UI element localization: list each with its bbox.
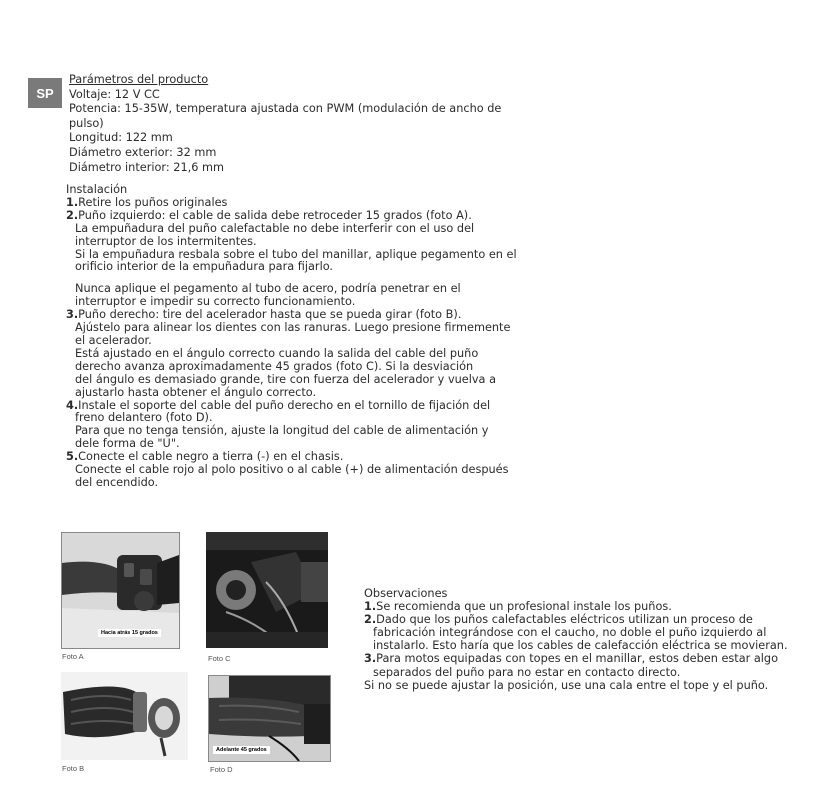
photo-d-caption: Foto D xyxy=(210,765,233,774)
observation-1: 1.Se recomienda que un profesional instale los puños. xyxy=(364,600,672,614)
observations-section xyxy=(364,587,814,692)
photo-a-caption: Foto A xyxy=(62,652,84,661)
photo-c-image xyxy=(206,532,328,648)
product-parameters xyxy=(69,73,539,175)
photo-b xyxy=(61,672,188,760)
observations-title: Observaciones xyxy=(364,587,448,600)
photo-c-caption: Foto C xyxy=(208,654,231,663)
language-badge: SP xyxy=(28,78,62,108)
photo-c xyxy=(206,532,328,648)
photo-a-label: Hacia atrás 15 grados xyxy=(98,629,161,637)
param-line: Voltaje: 12 V CC xyxy=(69,87,160,101)
installation-section xyxy=(66,184,536,490)
photo-a xyxy=(61,532,180,649)
param-line: Potencia: 15-35W, temperatura ajustada con PWM (modulación de ancho de xyxy=(69,102,502,116)
photo-b-image xyxy=(61,672,188,760)
installation-title: Instalación xyxy=(66,183,128,196)
install-step-1: 1.Retire los puños originales xyxy=(66,195,228,209)
install-step-3: 3.Puño derecho: tire del acelerador hasta que se pueda girar (foto B). Ajústelo para alinear los dientes con las ranuras. Luego presione firmemente el acelerador. Está ajustado en el ángulo correcto cuando la salida del cable del puño derecho avanza aproximadamente 45 grados (foto C). Si la desviación del ángulo es demasiado grande, tire con fuerza del acelerador y vuelva a ajustarlo hasta obtener el ángulo correcto. xyxy=(66,308,511,399)
photo-d xyxy=(208,675,331,762)
param-line: pulso) xyxy=(69,116,104,130)
install-step-4: 4.Instale el soporte del cable del puño derecho en el tornillo de fijación del freno delantero (foto D). Para que no tenga tensión, ajuste la longitud del cable de alimentación y dele forma de "U". xyxy=(66,398,491,451)
observation-2: 2.Dado que los puños calefactables eléctricos utilizan un proceso de fabricación integrándose con el caucho, no doble el puño izquierdo al instalarlo. Esto haría que los cables de calefacción eléctrica se movieran. xyxy=(364,613,788,653)
observations-footer: Si no se puede ajustar la posición, use una cala entre el tope y el puño. xyxy=(364,678,769,692)
photo-b-caption: Foto B xyxy=(62,764,85,773)
observation-3: 3.Para motos equipadas con topes en el manillar, estos deben estar algo separados del puño para no estar en contacto directo. xyxy=(364,652,779,679)
param-line: Diámetro exterior: 32 mm xyxy=(69,145,217,159)
param-line: Longitud: 122 mm xyxy=(69,131,173,145)
params-title: Parámetros del producto xyxy=(69,73,209,86)
param-line: Diámetro interior: 21,6 mm xyxy=(69,160,225,174)
install-step-5: 5.Conecte el cable negro a tierra (-) en el chasis. Conecte el cable rojo al polo positivo o al cable (+) de alimentación después del encendido. xyxy=(66,450,509,489)
install-step-2: 2.Puño izquierdo: el cable de salida debe retroceder 15 grados (foto A). La empuñadura del puño calefactable no debe interferir con el uso del interruptor de los intermitentes. Si la empuñadura resbala sobre el tubo del manillar, aplique pegamento en el orificio interior de la empuñadura para fijarlo. Nunca aplique el pegamento al tubo de acero, podría penetrar en el interruptor e impedir su correcto funcionamiento. xyxy=(66,208,517,309)
photo-d-label: Adelante 45 grados xyxy=(213,746,270,754)
